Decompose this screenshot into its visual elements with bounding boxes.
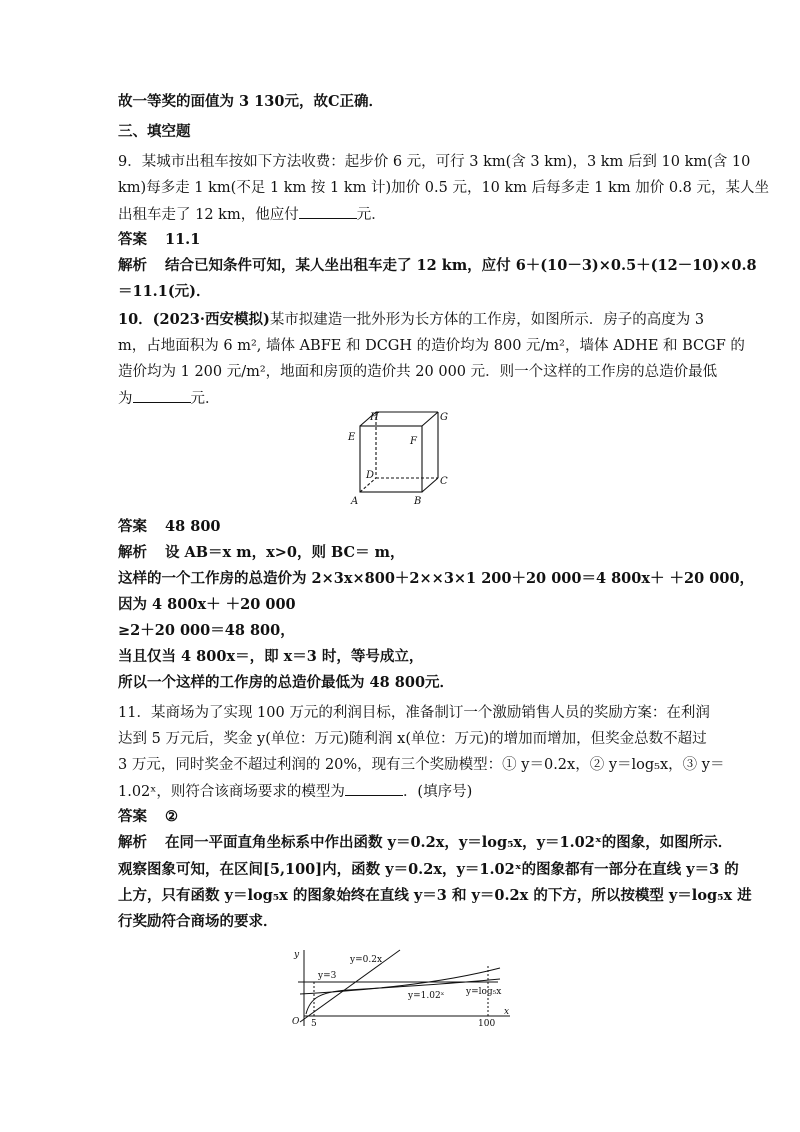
- analysis-label: 解析: [118, 257, 147, 274]
- analysis-text: 设 AB＝x m，x>0，则 BC＝ m，: [165, 544, 405, 561]
- label-log: y=log₅x: [466, 987, 502, 997]
- question-10-line-4: [118, 388, 220, 409]
- question-9-unit: 元．: [356, 207, 386, 223]
- cube-label-h: H: [370, 412, 379, 423]
- cube-label-g: G: [440, 412, 448, 423]
- analysis-9-line-1: [118, 256, 757, 276]
- question-9-line-1: 9．某城市出租车按如下方法收费：起步价 6 元，可行 3 km(含 3 km)，3 km 后到 10 km(含 10: [118, 154, 751, 170]
- analysis-10-line-3: 因为 4 800x＋ ＋20 000: [118, 596, 296, 613]
- cube-label-e: E: [348, 432, 356, 443]
- analysis-label: 解析: [118, 544, 147, 561]
- question-11-line-2: 达到 5 万元后，奖金 y(单位：万元)随利润 x(单位：万元)的增加而增加，但奖金总数不超过: [118, 731, 707, 747]
- answer-label: 答案: [118, 518, 147, 535]
- answer-11: [118, 807, 178, 827]
- cube-edge: [422, 478, 438, 492]
- cube-label-a: A: [351, 496, 359, 507]
- analysis-11-line-3: 上方，只有函数 y＝log₅x 的图象始终在直线 y＝3 和 y＝0.2x 的下方，所以按模型 y＝log₅x 进: [118, 887, 752, 904]
- x-axis-label: x: [504, 1007, 510, 1017]
- answer-label: 答案: [118, 808, 147, 825]
- analysis-10-line-1: [118, 543, 404, 563]
- answer-blank: [345, 781, 403, 796]
- answer-blank: [299, 204, 357, 219]
- analysis-10-line-4: ≥2＋20 000＝48 800，: [118, 622, 295, 639]
- cube-edge: [422, 412, 438, 426]
- answer-9: [118, 230, 200, 250]
- question-9-text: 出租车走了 12 km，他应付: [118, 207, 299, 223]
- label-y02x: y=0.2x: [350, 955, 383, 965]
- analysis-text: 在同一平面直角坐标系中作出函数 y＝0.2x，y＝log₅x，y＝1.02ˣ的图象，如图所示．: [165, 834, 733, 851]
- answer-value: ②: [165, 808, 178, 825]
- analysis-text: 结合已知条件可知，某人坐出租车走了 12 km，应付 6＋(10－3)×0.5＋(12－10)×0.8: [165, 257, 757, 274]
- question-9-line-3: [118, 204, 386, 225]
- question-11-line-3: 3 万元，同时奖金不超过利润的 20%，现有三个奖励模型：① y＝0.2x，② y＝log₅x，③ y＝: [118, 757, 725, 773]
- section-heading: 三、填空题: [118, 123, 191, 140]
- analysis-11-line-1: [118, 833, 732, 853]
- question-10-unit: 元．: [190, 391, 220, 407]
- question-11-note: ．(填序号): [402, 784, 473, 800]
- question-11-line-1: 11．某商场为了实现 100 万元的利润目标，准备制订一个激励销售人员的奖励方案：在利润: [118, 705, 710, 721]
- question-10-text: 为: [118, 391, 133, 407]
- question-10-line-2: m，占地面积为 6 m², 墙体 ABFE 和 DCGH 的造价均为 800 元/m²，墙体 ADHE 和 BCGF 的: [118, 338, 745, 354]
- label-y3: y=3: [318, 971, 337, 981]
- cube-label-f: F: [410, 436, 417, 447]
- text-line: 故一等奖的面值为 3 130元，故C正确．: [118, 93, 383, 110]
- cube-figure: [340, 408, 460, 508]
- tick-label-5: 5: [311, 1019, 317, 1028]
- analysis-10-line-2: 这样的一个工作房的总造价为 2×3x×800＋2××3×1 200＋20 000＝4 800x＋ ＋20 000，: [118, 570, 755, 587]
- answer-blank: [133, 388, 191, 403]
- analysis-11-line-4: 行奖励符合商场的要求．: [118, 913, 278, 930]
- label-exp: y=1.02ˣ: [408, 991, 445, 1001]
- cube-label-d: D: [366, 470, 375, 481]
- cube-label-c: C: [440, 476, 448, 487]
- question-9-line-2: km)每多走 1 km(不足 1 km 按 1 km 计)加价 0.5 元，10 km 后每多走 1 km 加价 0.8 元，某人坐: [118, 180, 770, 196]
- origin-label: O: [292, 1017, 300, 1027]
- question-10-line-3: 造价均为 1 200 元/m²，地面和房顶的造价共 20 000 元．则一个这样的工作房的总造价最低: [118, 364, 718, 380]
- analysis-11-line-2: 观察图象可知，在区间[5,100]内，函数 y＝0.2x，y＝1.02ˣ的图象都有一部分在直线 y＝3 的: [118, 861, 739, 878]
- question-10-source: 10．(2023·西安模拟): [118, 311, 270, 328]
- answer-label: 答案: [118, 231, 147, 248]
- analysis-10-line-6: 所以一个这样的工作房的总造价最低为 48 800元．: [118, 674, 455, 691]
- question-11-line-4: [118, 781, 472, 802]
- question-10-text: 某市拟建造一批外形为长方体的工作房，如图所示．房子的高度为 3: [269, 312, 705, 328]
- answer-10: [118, 517, 221, 537]
- cube-label-b: B: [414, 496, 422, 507]
- analysis-10-line-5: 当且仅当 4 800x＝，即 x＝3 时，等号成立，: [118, 648, 424, 665]
- question-10-line-1: [118, 310, 704, 330]
- tick-label-100: 100: [478, 1019, 496, 1028]
- answer-value: 11.1: [165, 231, 201, 248]
- analysis-label: 解析: [118, 834, 147, 851]
- analysis-9-line-2: ＝11.1(元)．: [118, 283, 211, 300]
- answer-value: 48 800: [165, 518, 221, 535]
- function-graph: [288, 946, 518, 1028]
- y-axis-label: y: [294, 950, 300, 960]
- question-11-text: 1.02ˣ，则符合该商场要求的模型为: [118, 784, 345, 800]
